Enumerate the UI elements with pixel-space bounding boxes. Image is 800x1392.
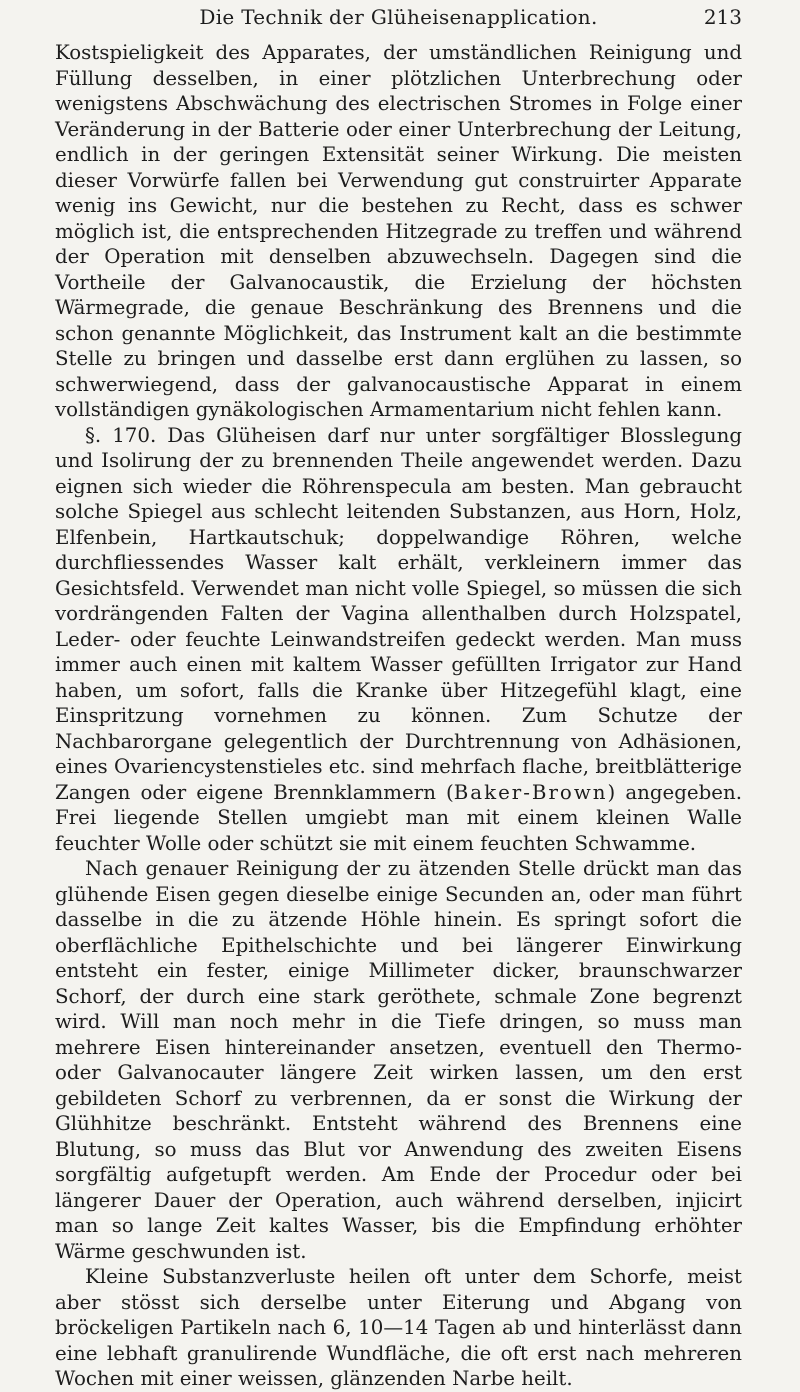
running-title: Die Technik der Glüheisenapplication. — [199, 5, 598, 29]
paragraph-2 — [55, 423, 742, 857]
author-name-spaced: Baker-Brown — [453, 780, 608, 804]
paragraph-2-text: §. 170. Das Glüheisen darf nur unter sorgfältiger Blosslegung und Isolirung der zu brennenden Theile angewendet werden. Dazu eignen sich wieder die Röhrenspecula am besten. Man gebraucht solche Spiegel aus schlecht leitenden Substanzen, aus Horn, Holz, Elfenbein, Hartkautschuk; doppelwandige Röhren, welche durchfliessendes Wasser kalt erhält, verkleinern immer das Gesichtsfeld. Verwendet man nicht volle Spiegel, so müssen die sich vordrängenden Falten der Vagina allenthalben durch Holzspatel, Leder- oder feuchte Leinwandstreifen gedeckt werden. Man muss immer auch einen mit kaltem Wasser gefüllten Irrigator zur Hand haben, um sofort, falls die Kranke über Hitzegefühl klagt, eine Einspritzung vornehmen zu können. Zum Schutze der Nachbarorgane gelegentlich der Durchtrennung von Adhäsionen, eines Ovariencystenstieles etc. sind mehrfach flache, breitblätterige Zangen oder eigene Brennklammern ( — [55, 423, 742, 804]
paragraph-4: Kleine Substanzverluste heilen oft unter dem Schorfe, meist aber stösst sich derselbe unter Eiterung und Abgang von bröckeligen Partikeln nach 6, 10—14 Tagen ab und hinterlässt dann eine lebhaft granulirende Wundfläche, die oft erst nach mehreren Wochen mit einer weissen, glänzenden Narbe heilt. — [55, 1265, 742, 1390]
page-header — [55, 0, 742, 40]
paragraph-1: Kostspieligkeit des Apparates, der umständlichen Reinigung und Füllung desselben, in einer plötzlichen Unterbrechung oder wenigstens Abschwächung des electrischen Stromes in Folge einer Veränderung in der Batterie oder einer Unterbrechung der Leitung, endlich in der geringen Extensität seiner Wirkung. Die meisten dieser Vorwürfe fallen bei Verwendung gut construirter Apparate wenig ins Gewicht, nur die bestehen zu Recht, dass es schwer möglich ist, die entsprechenden Hitzegrade zu treffen und während der Operation mit denselben abzuwechseln. Dagegen sind die Vortheile der Galvanocaustik, die Erzielung der höchsten Wärmegrade, die genaue Beschränkung des Brennens und die schon genannte Möglichkeit, das Instrument kalt an die bestimmte Stelle zu bringen und dasselbe erst dann erglühen zu lassen, so schwerwiegend, dass der galvanocaustische Apparat in einem vollständigen gynäkologischen Armamentarium nicht fehlen kann. — [55, 41, 742, 421]
paragraph-2-continuation: ) angegeben. Frei liegende Stellen umgiebt man mit einem kleinen Walle feuchter Wolle oder schützt sie mit einem feuchten Schwamme. — [55, 780, 742, 855]
page-number: 213 — [703, 5, 742, 29]
body-text — [55, 40, 742, 1392]
paragraph-3: Nach genauer Reinigung der zu ätzenden Stelle drückt man das glühende Eisen gegen dieselbe einige Secunden an, oder man führt dasselbe in die zu ätzende Höhle hinein. Es springt sofort die oberflächliche Epithelschichte und bei längerer Einwirkung entsteht ein fester, einige Millimeter dicker, braunschwarzer Schorf, der durch eine stark geröthete, schmale Zone begrenzt wird. Will man noch mehr in die Tiefe dringen, so muss man mehrere Eisen hintereinander ansetzen, eventuell den Thermo- oder Galvanocauter längere Zeit wirken lassen, um den erst gebildeten Schorf zu verbrennen, da er sonst die Wirkung der Glühhitze beschränkt. Entsteht während des Brennens eine Blutung, so muss das Blut vor Anwendung des zweiten Eisens sorgfältig aufgetupft werden. Am Ende der Procedur oder bei längerer Dauer der Operation, auch während derselben, injicirt man so lange Zeit kaltes Wasser, bis die Empfindung erhöhter Wärme geschwunden ist. — [55, 857, 742, 1263]
